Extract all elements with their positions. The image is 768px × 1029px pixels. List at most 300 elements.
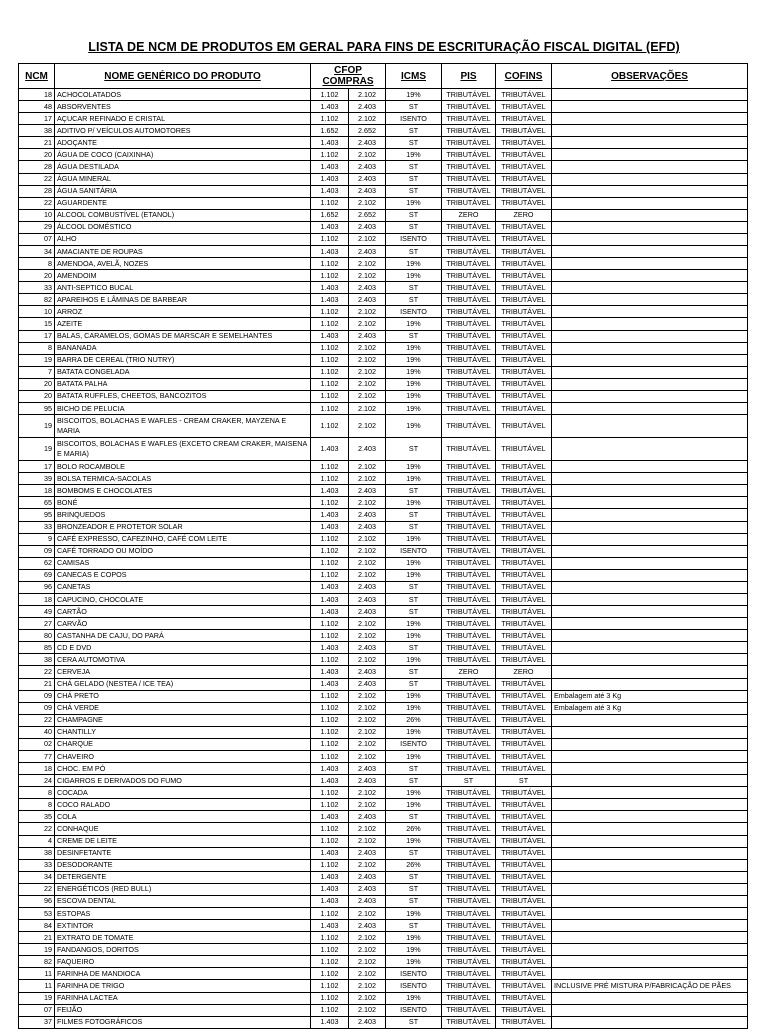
product-name-cell: BARRA DE CEREAL (TRIO NUTRY) xyxy=(55,354,311,366)
pis-cell: TRIBUTÁVEL xyxy=(442,390,496,402)
pis-cell: TRIBUTÁVEL xyxy=(442,161,496,173)
cofins-cell: TRIBUTÁVEL xyxy=(496,113,552,125)
observation-cell xyxy=(552,593,748,605)
table-row xyxy=(19,497,748,509)
pis-cell: TRIBUTÁVEL xyxy=(442,89,496,101)
pis-cell: TRIBUTÁVEL xyxy=(442,533,496,545)
table-row xyxy=(19,618,748,630)
icms-cell: ST xyxy=(386,246,442,258)
icms-cell: 19% xyxy=(386,149,442,161)
product-name-cell: FARINHA LACTEA xyxy=(55,992,311,1004)
cofins-cell: TRIBUTÁVEL xyxy=(496,968,552,980)
table-row xyxy=(19,209,748,221)
observation-cell xyxy=(552,654,748,666)
pis-cell: TRIBUTÁVEL xyxy=(442,521,496,533)
cfop-interstate-cell: 2.102 xyxy=(349,533,386,545)
product-name-cell: ESTOPAS xyxy=(55,908,311,920)
observation-cell xyxy=(552,125,748,137)
pis-cell: TRIBUTÁVEL xyxy=(442,569,496,581)
cfop-internal-cell: 1.102 xyxy=(311,403,349,415)
ncm-cell: 96 xyxy=(19,895,55,907)
ncm-cell: 65 xyxy=(19,497,55,509)
icms-cell: 19% xyxy=(386,557,442,569)
ncm-cell: 9 xyxy=(19,533,55,545)
observation-cell xyxy=(552,714,748,726)
icms-cell: 19% xyxy=(386,318,442,330)
observation-cell xyxy=(552,799,748,811)
ncm-cell: 21 xyxy=(19,137,55,149)
product-name-cell: CHARQUE xyxy=(55,738,311,750)
table-row xyxy=(19,185,748,197)
cfop-internal-cell: 1.403 xyxy=(311,811,349,823)
product-name-cell: ÁGUA MINERAL xyxy=(55,173,311,185)
table-row xyxy=(19,956,748,968)
observation-cell xyxy=(552,221,748,233)
pis-cell: TRIBUTÁVEL xyxy=(442,330,496,342)
cofins-cell: ST xyxy=(496,775,552,787)
icms-cell: 26% xyxy=(386,859,442,871)
product-name-cell: APAREIHOS E LÂMINAS DE BARBEAR xyxy=(55,294,311,306)
cfop-interstate-cell: 2.102 xyxy=(349,497,386,509)
cfop-internal-cell: 1.403 xyxy=(311,606,349,618)
ncm-cell: 07 xyxy=(19,1004,55,1016)
table-row xyxy=(19,125,748,137)
cfop-internal-cell: 1.403 xyxy=(311,221,349,233)
document-title: LISTA DE NCM DE PRODUTOS EM GERAL PARA FINS DE ESCRITURAÇÃO FISCAL DIGITAL (EFD) xyxy=(88,40,680,54)
icms-cell: ISENTO xyxy=(386,113,442,125)
product-name-cell: ALCOOL COMBUSTÍVEL (ETANOL) xyxy=(55,209,311,221)
cfop-interstate-cell: 2.102 xyxy=(349,932,386,944)
pis-cell: TRIBUTÁVEL xyxy=(442,509,496,521)
cofins-cell: TRIBUTÁVEL xyxy=(496,366,552,378)
cofins-cell: TRIBUTÁVEL xyxy=(496,294,552,306)
ncm-cell: 17 xyxy=(19,113,55,125)
cfop-internal-cell: 1.403 xyxy=(311,581,349,593)
cofins-cell: TRIBUTÁVEL xyxy=(496,581,552,593)
observation-cell xyxy=(552,920,748,932)
icms-cell: ISENTO xyxy=(386,738,442,750)
cfop-internal-cell: 1.102 xyxy=(311,270,349,282)
cofins-cell: TRIBUTÁVEL xyxy=(496,811,552,823)
icms-cell: 19% xyxy=(386,366,442,378)
pis-cell: TRIBUTÁVEL xyxy=(442,233,496,245)
cfop-internal-cell: 1.403 xyxy=(311,173,349,185)
pis-cell: TRIBUTÁVEL xyxy=(442,246,496,258)
product-name-cell: CHÁ GELADO (NESTEA / ICE TEA) xyxy=(55,678,311,690)
cfop-internal-cell: 1.403 xyxy=(311,678,349,690)
cfop-internal-cell: 1.102 xyxy=(311,799,349,811)
icms-cell: ST xyxy=(386,438,442,461)
cofins-cell: TRIBUTÁVEL xyxy=(496,533,552,545)
table-row xyxy=(19,787,748,799)
product-name-cell: CD E DVD xyxy=(55,642,311,654)
cfop-internal-cell: 1.102 xyxy=(311,89,349,101)
cofins-cell: TRIBUTÁVEL xyxy=(496,883,552,895)
cofins-cell: TRIBUTÁVEL xyxy=(496,787,552,799)
ncm-cell: 69 xyxy=(19,569,55,581)
cfop-internal-cell: 1.102 xyxy=(311,823,349,835)
product-name-cell: CHAVEIRO xyxy=(55,750,311,762)
pis-cell: TRIBUTÁVEL xyxy=(442,306,496,318)
product-name-cell: FARINHA DE MANDIOCA xyxy=(55,968,311,980)
ncm-cell: 10 xyxy=(19,306,55,318)
observation-cell xyxy=(552,233,748,245)
cfop-internal-cell: 1.102 xyxy=(311,787,349,799)
table-row xyxy=(19,354,748,366)
table-row xyxy=(19,750,748,762)
table-row xyxy=(19,521,748,533)
cofins-cell: TRIBUTÁVEL xyxy=(496,593,552,605)
ncm-cell: 19 xyxy=(19,415,55,438)
cfop-internal-cell: 1.102 xyxy=(311,533,349,545)
cfop-internal-cell: 1.102 xyxy=(311,461,349,473)
product-name-cell: CARTÃO xyxy=(55,606,311,618)
product-name-cell: ALHO xyxy=(55,233,311,245)
observation-cell xyxy=(552,678,748,690)
cofins-cell: TRIBUTÁVEL xyxy=(496,149,552,161)
cfop-internal-cell: 1.403 xyxy=(311,294,349,306)
table-row xyxy=(19,581,748,593)
pis-cell: TRIBUTÁVEL xyxy=(442,149,496,161)
cfop-interstate-cell: 2.102 xyxy=(349,342,386,354)
ncm-cell: 33 xyxy=(19,521,55,533)
table-row xyxy=(19,666,748,678)
product-name-cell: CHAMPAGNE xyxy=(55,714,311,726)
cfop-internal-cell: 1.102 xyxy=(311,545,349,557)
icms-cell: ST xyxy=(386,895,442,907)
cfop-interstate-cell: 2.403 xyxy=(349,101,386,113)
icms-cell: 19% xyxy=(386,702,442,714)
ncm-cell: 22 xyxy=(19,883,55,895)
table-row xyxy=(19,968,748,980)
ncm-cell: 21 xyxy=(19,678,55,690)
product-name-cell: CHÁ VERDE xyxy=(55,702,311,714)
product-name-cell: COCADA xyxy=(55,787,311,799)
cofins-cell: TRIBUTÁVEL xyxy=(496,823,552,835)
cofins-cell: TRIBUTÁVEL xyxy=(496,690,552,702)
cfop-internal-cell: 1.102 xyxy=(311,233,349,245)
cofins-cell: TRIBUTÁVEL xyxy=(496,618,552,630)
observation-cell xyxy=(552,618,748,630)
observation-cell xyxy=(552,403,748,415)
icms-cell: 19% xyxy=(386,533,442,545)
cfop-internal-cell: 1.403 xyxy=(311,282,349,294)
product-name-cell: FARINHA DE TRIGO xyxy=(55,980,311,992)
cfop-internal-cell: 1.403 xyxy=(311,871,349,883)
table-row xyxy=(19,714,748,726)
product-name-cell: FAQUEIRO xyxy=(55,956,311,968)
col-header-cofins: COFINS xyxy=(496,64,552,89)
icms-cell: ST xyxy=(386,185,442,197)
icms-cell: 26% xyxy=(386,823,442,835)
cofins-cell: TRIBUTÁVEL xyxy=(496,763,552,775)
observation-cell xyxy=(552,137,748,149)
cfop-interstate-cell: 2.652 xyxy=(349,209,386,221)
observation-cell xyxy=(552,581,748,593)
table-row xyxy=(19,593,748,605)
table-body xyxy=(19,89,748,1029)
cfop-interstate-cell: 2.403 xyxy=(349,920,386,932)
observation-cell xyxy=(552,871,748,883)
cofins-cell: ZERO xyxy=(496,666,552,678)
table-row xyxy=(19,763,748,775)
table-row xyxy=(19,908,748,920)
icms-cell: ST xyxy=(386,137,442,149)
cofins-cell: TRIBUTÁVEL xyxy=(496,847,552,859)
cfop-internal-cell: 1.102 xyxy=(311,569,349,581)
table-row xyxy=(19,89,748,101)
cofins-cell: TRIBUTÁVEL xyxy=(496,932,552,944)
cofins-cell: TRIBUTÁVEL xyxy=(496,473,552,485)
icms-cell: 19% xyxy=(386,270,442,282)
cfop-internal-cell: 1.403 xyxy=(311,920,349,932)
icms-cell: 19% xyxy=(386,258,442,270)
observation-cell xyxy=(552,366,748,378)
icms-cell: 19% xyxy=(386,497,442,509)
ncm-cell: 22 xyxy=(19,173,55,185)
ncm-cell: 22 xyxy=(19,714,55,726)
cfop-interstate-cell: 2.102 xyxy=(349,306,386,318)
cfop-internal-cell: 1.102 xyxy=(311,149,349,161)
cofins-cell: TRIBUTÁVEL xyxy=(496,342,552,354)
icms-cell: ST xyxy=(386,642,442,654)
cofins-cell: TRIBUTÁVEL xyxy=(496,895,552,907)
cfop-interstate-cell: 2.102 xyxy=(349,113,386,125)
ncm-cell: 20 xyxy=(19,378,55,390)
cfop-internal-cell: 1.102 xyxy=(311,859,349,871)
cofins-cell: TRIBUTÁVEL xyxy=(496,714,552,726)
ncm-cell: 18 xyxy=(19,593,55,605)
icms-cell: ST xyxy=(386,161,442,173)
cofins-cell: TRIBUTÁVEL xyxy=(496,221,552,233)
ncm-table xyxy=(18,63,748,1029)
observation-cell xyxy=(552,992,748,1004)
ncm-cell: 7 xyxy=(19,366,55,378)
table-row xyxy=(19,161,748,173)
ncm-cell: 33 xyxy=(19,859,55,871)
product-name-cell: BATATA PALHA xyxy=(55,378,311,390)
table-row xyxy=(19,678,748,690)
cofins-cell: TRIBUTÁVEL xyxy=(496,282,552,294)
cfop-internal-cell: 1.102 xyxy=(311,318,349,330)
ncm-cell: 10 xyxy=(19,209,55,221)
cfop-header-line2: COMPRAS xyxy=(322,76,374,87)
pis-cell: TRIBUTÁVEL xyxy=(442,714,496,726)
product-name-cell: CERVEJA xyxy=(55,666,311,678)
observation-cell xyxy=(552,895,748,907)
cfop-interstate-cell: 2.102 xyxy=(349,89,386,101)
icms-cell: 19% xyxy=(386,992,442,1004)
ncm-cell: 22 xyxy=(19,666,55,678)
observation-cell xyxy=(552,354,748,366)
col-header-ncm: NCM xyxy=(19,64,55,89)
pis-cell: TRIBUTÁVEL xyxy=(442,690,496,702)
observation-cell: Embalagem até 3 Kg xyxy=(552,690,748,702)
product-name-cell: AMACIANTE DE ROUPAS xyxy=(55,246,311,258)
cfop-interstate-cell: 2.102 xyxy=(349,569,386,581)
icms-cell: ST xyxy=(386,763,442,775)
observation-cell xyxy=(552,606,748,618)
cofins-cell: TRIBUTÁVEL xyxy=(496,654,552,666)
icms-cell: 19% xyxy=(386,461,442,473)
icms-cell: 19% xyxy=(386,908,442,920)
cofins-cell: TRIBUTÁVEL xyxy=(496,161,552,173)
observation-cell xyxy=(552,378,748,390)
icms-cell: ST xyxy=(386,521,442,533)
product-name-cell: DESINFETANTE xyxy=(55,847,311,859)
pis-cell: TRIBUTÁVEL xyxy=(442,354,496,366)
cfop-interstate-cell: 2.102 xyxy=(349,390,386,402)
icms-cell: ISENTO xyxy=(386,545,442,557)
product-name-cell: ANTI-SEPTICO BUCAL xyxy=(55,282,311,294)
cofins-cell: TRIBUTÁVEL xyxy=(496,378,552,390)
cfop-internal-cell: 1.403 xyxy=(311,666,349,678)
table-row xyxy=(19,980,748,992)
cfop-internal-cell: 1.403 xyxy=(311,137,349,149)
cfop-interstate-cell: 2.403 xyxy=(349,847,386,859)
icms-cell: 19% xyxy=(386,944,442,956)
table-row xyxy=(19,330,748,342)
cfop-interstate-cell: 2.403 xyxy=(349,137,386,149)
observation-cell xyxy=(552,811,748,823)
product-name-cell: AMENDOA, AVELÃ, NOZES xyxy=(55,258,311,270)
cfop-interstate-cell: 2.403 xyxy=(349,485,386,497)
ncm-cell: 34 xyxy=(19,246,55,258)
ncm-cell: 19 xyxy=(19,992,55,1004)
cofins-cell: TRIBUTÁVEL xyxy=(496,1004,552,1016)
observation-cell xyxy=(552,545,748,557)
ncm-cell: 48 xyxy=(19,101,55,113)
cfop-internal-cell: 1.403 xyxy=(311,330,349,342)
cfop-interstate-cell: 2.403 xyxy=(349,438,386,461)
table-row xyxy=(19,557,748,569)
cfop-interstate-cell: 2.403 xyxy=(349,678,386,690)
cfop-internal-cell: 1.102 xyxy=(311,630,349,642)
icms-cell: ST xyxy=(386,811,442,823)
cofins-cell: TRIBUTÁVEL xyxy=(496,750,552,762)
ncm-cell: 09 xyxy=(19,690,55,702)
cfop-internal-cell: 1.102 xyxy=(311,473,349,485)
pis-cell: ST xyxy=(442,775,496,787)
cfop-interstate-cell: 2.403 xyxy=(349,593,386,605)
table-row xyxy=(19,390,748,402)
pis-cell: TRIBUTÁVEL xyxy=(442,980,496,992)
cfop-interstate-cell: 2.102 xyxy=(349,823,386,835)
cfop-interstate-cell: 2.403 xyxy=(349,642,386,654)
cfop-internal-cell: 1.403 xyxy=(311,775,349,787)
cofins-cell: TRIBUTÁVEL xyxy=(496,185,552,197)
icms-cell: ST xyxy=(386,883,442,895)
product-name-cell: BANANADA xyxy=(55,342,311,354)
cfop-interstate-cell: 2.102 xyxy=(349,366,386,378)
pis-cell: TRIBUTÁVEL xyxy=(442,125,496,137)
ncm-cell: 40 xyxy=(19,726,55,738)
cofins-cell: TRIBUTÁVEL xyxy=(496,557,552,569)
ncm-cell: 18 xyxy=(19,485,55,497)
cofins-cell: TRIBUTÁVEL xyxy=(496,702,552,714)
pis-cell: TRIBUTÁVEL xyxy=(442,581,496,593)
product-name-cell: ÁGUA DE COCO (CAIXINHA) xyxy=(55,149,311,161)
ncm-cell: 8 xyxy=(19,799,55,811)
ncm-cell: 07 xyxy=(19,233,55,245)
table-row xyxy=(19,690,748,702)
table-row xyxy=(19,246,748,258)
ncm-cell: 02 xyxy=(19,738,55,750)
cfop-internal-cell: 1.102 xyxy=(311,980,349,992)
product-name-cell: ACHOCOLATADOS xyxy=(55,89,311,101)
ncm-cell: 15 xyxy=(19,318,55,330)
observation-cell xyxy=(552,415,748,438)
product-name-cell: CANECAS E COPOS xyxy=(55,569,311,581)
product-name-cell: COCO RALADO xyxy=(55,799,311,811)
ncm-cell: 17 xyxy=(19,461,55,473)
cofins-cell: TRIBUTÁVEL xyxy=(496,1016,552,1028)
product-name-cell: CAFÉ EXPRESSO, CAFEZINHO, CAFÉ COM LEITE xyxy=(55,533,311,545)
pis-cell: TRIBUTÁVEL xyxy=(442,738,496,750)
icms-cell: 19% xyxy=(386,473,442,485)
cfop-interstate-cell: 2.403 xyxy=(349,294,386,306)
cfop-interstate-cell: 2.102 xyxy=(349,714,386,726)
cofins-cell: ZERO xyxy=(496,209,552,221)
observation-cell xyxy=(552,438,748,461)
ncm-cell: 35 xyxy=(19,811,55,823)
product-name-cell: CAMISAS xyxy=(55,557,311,569)
ncm-cell: 38 xyxy=(19,125,55,137)
cfop-interstate-cell: 2.102 xyxy=(349,944,386,956)
pis-cell: TRIBUTÁVEL xyxy=(442,630,496,642)
cfop-internal-cell: 1.102 xyxy=(311,342,349,354)
ncm-cell: 22 xyxy=(19,197,55,209)
table-row xyxy=(19,895,748,907)
cofins-cell: TRIBUTÁVEL xyxy=(496,920,552,932)
cofins-cell: TRIBUTÁVEL xyxy=(496,835,552,847)
observation-cell xyxy=(552,258,748,270)
pis-cell: TRIBUTÁVEL xyxy=(442,787,496,799)
observation-cell xyxy=(552,209,748,221)
observation-cell xyxy=(552,823,748,835)
product-name-cell: BOLO ROCAMBOLE xyxy=(55,461,311,473)
cfop-interstate-cell: 2.102 xyxy=(349,992,386,1004)
table-row xyxy=(19,342,748,354)
cofins-cell: TRIBUTÁVEL xyxy=(496,642,552,654)
observation-cell xyxy=(552,521,748,533)
ncm-cell: 11 xyxy=(19,968,55,980)
cfop-interstate-cell: 2.403 xyxy=(349,509,386,521)
pis-cell: TRIBUTÁVEL xyxy=(442,378,496,390)
ncm-cell: 85 xyxy=(19,642,55,654)
observation-cell xyxy=(552,306,748,318)
ncm-cell: 33 xyxy=(19,282,55,294)
ncm-cell: 8 xyxy=(19,787,55,799)
cfop-interstate-cell: 2.403 xyxy=(349,521,386,533)
icms-cell: ST xyxy=(386,678,442,690)
cofins-cell: TRIBUTÁVEL xyxy=(496,415,552,438)
cfop-interstate-cell: 2.403 xyxy=(349,221,386,233)
icms-cell: ST xyxy=(386,1016,442,1028)
cofins-cell: TRIBUTÁVEL xyxy=(496,125,552,137)
product-name-cell: FANDANGOS, DORITOS xyxy=(55,944,311,956)
table-row xyxy=(19,835,748,847)
cofins-cell: TRIBUTÁVEL xyxy=(496,509,552,521)
icms-cell: 19% xyxy=(386,630,442,642)
table-row xyxy=(19,920,748,932)
cfop-internal-cell: 1.102 xyxy=(311,726,349,738)
pis-cell: TRIBUTÁVEL xyxy=(442,294,496,306)
icms-cell: ST xyxy=(386,666,442,678)
cfop-internal-cell: 1.403 xyxy=(311,521,349,533)
cfop-interstate-cell: 2.403 xyxy=(349,871,386,883)
cfop-interstate-cell: 2.102 xyxy=(349,787,386,799)
